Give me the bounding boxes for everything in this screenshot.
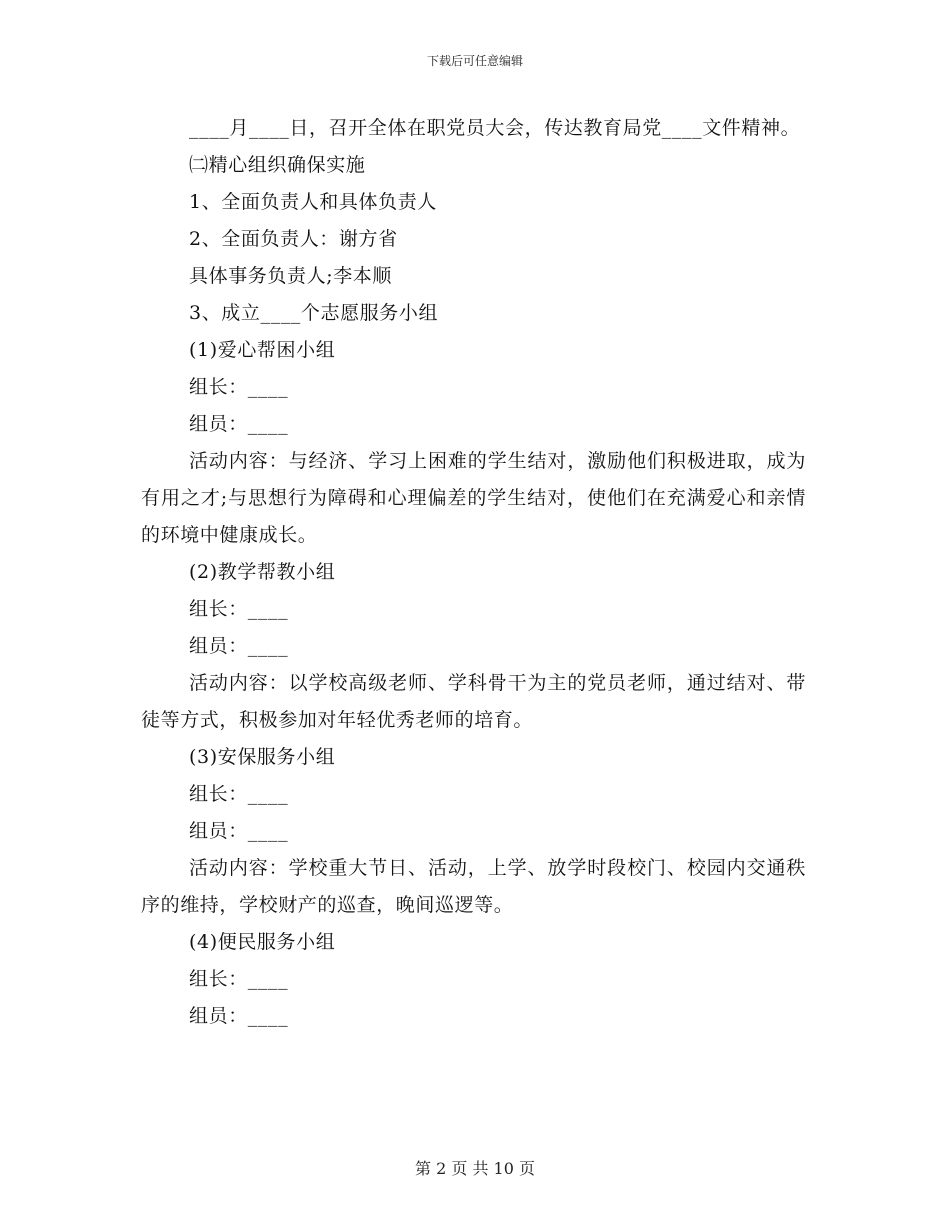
paragraph: ____月____日，召开全体在职党员大会，传达教育局党____文件精神。 [189,117,801,139]
paragraph: 3、成立____个志愿服务小组 [189,302,439,324]
paragraph: 活动内容：学校重大节日、活动，上学、放学时段校门、校园内交通秩序的维持，学校财产的巡查，晚间巡逻等。 [141,857,806,916]
paragraph: 组长：____ [189,783,289,805]
paragraph: 活动内容：与经济、学习上困难的学生结对，激励他们积极进取，成为有用之才;与思想行为障碍和心理偏差的学生结对，使他们在充满爱心和亲情的环境中健康成长。 [141,450,806,546]
paragraph: 组员：____ [189,1005,289,1027]
paragraph: 活动内容：以学校高级老师、学科骨干为主的党员老师，通过结对、带徒等方式，积极参加对年轻优秀老师的培育。 [141,672,806,731]
paragraph: 组员：____ [189,820,289,842]
paragraph: 组员：____ [189,413,289,435]
paragraph: ㈡精心组织确保实施 [189,154,366,176]
paragraph: 组员：____ [189,635,289,657]
paragraph: (3)安保服务小组 [189,746,336,768]
paragraph: (1)爱心帮困小组 [189,339,336,361]
paragraph: (4)便民服务小组 [189,931,336,953]
page-header: 下载后可任意编辑 [426,54,523,68]
paragraph: 组长：____ [189,968,289,990]
paragraph: (2)教学帮教小组 [189,561,336,583]
paragraph: 1、全面负责人和具体负责人 [189,191,437,213]
page-footer: 第 2 页 共 10 页 [415,1159,535,1178]
document-body [141,110,806,1035]
paragraph: 具体事务负责人;李本顺 [189,265,393,287]
paragraph: 组长：____ [189,598,289,620]
paragraph: 组长：____ [189,376,289,398]
paragraph: 2、全面负责人：谢方省 [189,228,398,250]
